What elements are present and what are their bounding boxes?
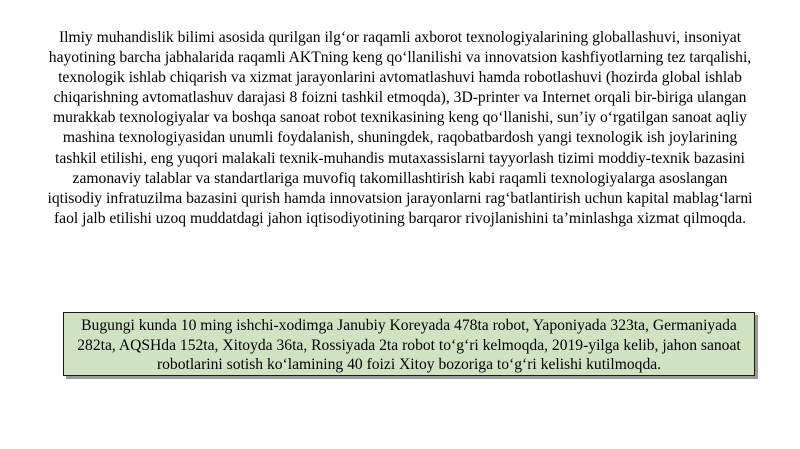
callout-text: Bugungi kunda 10 ming ishchi-xodimga Janubiy Koreyada 478ta robot, Yaponiyada 323ta, Germaniyada 282ta, AQSHda 152ta, Xitoyda 36ta, Rossiyada 2ta robot to‘g‘ri kelmoqda, 2019-yilga kelib, jahon sanoat robotlarini sotish ko‘lamining 40 foizi Xitoy bozoriga to‘g‘ri kelishi kutilmoqda. xyxy=(77,317,741,373)
highlight-callout-box xyxy=(63,312,755,376)
main-paragraph: Ilmiy muhandislik bilimi asosida qurilgan ilg‘or raqamli axborot texnologiyalarining globallashuvi, insoniyat hayotining barcha jabhalarida raqamli AKTning keng qo‘llanilishi va innovatsion kashfiyotlarning tez tarqalishi, texnologik ishlab chiqarish va xizmat jarayonlarini avtomatlashuvi hamda robotlashuvi (hozirda global ishlab chiqarishning avtomatlashuv darajasi 8 foizni tashkil etmoqda), 3D-printer va Internet orqali bir-biriga ulangan murakkab texnologiyalar va boshqa sanoat robot texnikasining keng qo‘llanishi, sun’iy o‘rgatilgan sanoat aqliy mashina texnologiyasidan unumli foydalanish, shuningdek, raqobatbardosh yangi texnologik ish joylarining tashkil etilishi, eng yuqori malakali texnik-muhandis mutaxassislarni tayyorlash tizimi moddiy-texnik bazasini zamonaviy talablar va standartlariga muvofiq takomillashtirish kabi raqamli texnologiyalarga asoslangan iqtisodiy infratuzilma bazasini qurish hamda innovatsion jarayonlarni rag‘batlantirish uchun kapital mablag‘larni faol jalb etilishi uzoq muddatdagi jahon iqtisodiyotining barqaror rivojlanishini ta’minlashga xizmat qilmoqda. xyxy=(47,29,753,227)
